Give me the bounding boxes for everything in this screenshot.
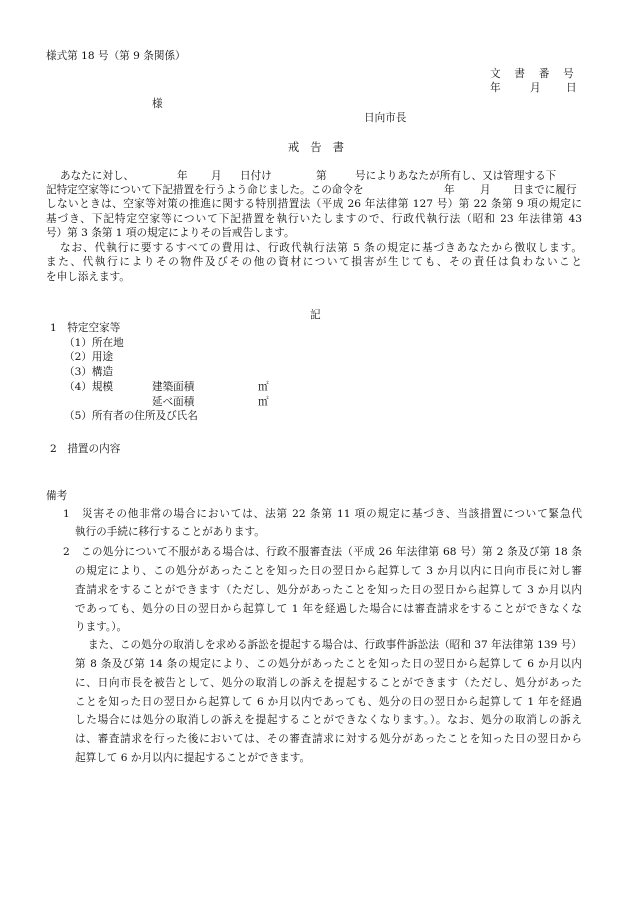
remark-3-line-3: に、日向市長を被告として、処分の取消しの訴えを提起することができます（ただし、処分があった: [75, 677, 582, 689]
ki-heading: 記: [310, 309, 321, 321]
p1-deadline-day: 日までに履行: [513, 184, 577, 196]
item-1-owner: （5）所有者の住所及び氏名: [64, 410, 198, 422]
remark-1-line-2: 執行の手続に移行することがあります。: [75, 526, 265, 538]
item-1-heading: 1 特定空家等: [50, 322, 121, 334]
remark-3-line-2: 第 8 条及び第 14 条の規定により、この処分があったことを知った日の翌日から起算して 6 か月以内: [75, 658, 582, 670]
item-1-use: （2）用途: [64, 351, 114, 363]
document-title: 戒 告 書: [288, 141, 344, 154]
remark-3-line-4: ことを知った日の翌日から起算して 6 か月以内であっても、処分の日の翌日から起算して 1 年を経過: [75, 696, 582, 708]
p1-line-5: 号）第 3 条第 1 項の規定によりその旨戒告します。: [46, 227, 295, 239]
floor-area-unit: ㎡: [258, 396, 269, 408]
remark-2-line-1: 2 この処分について不服がある場合は、行政不服審査法（平成 26 年法律第 68 号）第 2 条及び第 18 条: [63, 546, 582, 558]
building-area-unit: ㎡: [258, 381, 269, 393]
p1-line-3: しないときは、空家等対策の推進に関する特別措置法（平成 26 年法律第 127 号）第 22 条第 9 項の規定に: [46, 198, 582, 210]
remark-1-line-1: 1 災害その他非常の場合においては、法第 22 条第 11 項の規定に基づき、当該措置について緊急代: [63, 508, 582, 520]
p1-number-blank: 第: [316, 170, 327, 182]
remark-2-line-5: ります。）。: [75, 621, 128, 633]
issuer: 日向市長: [364, 112, 407, 124]
document-number-label: 文 書 番 号: [490, 68, 576, 80]
remark-3-line-6: は、審査請求を行った後においては、その審査請求に対する処分があったことを知った日の翌日から: [75, 733, 582, 745]
date-month: 月: [530, 82, 541, 94]
item-1-scale: （4）規模: [64, 381, 114, 393]
p1-line-1a: あなたに対し、: [60, 170, 135, 182]
date-year: 年: [490, 82, 501, 94]
p1-line-4: 基づき、下記特定空家等について下記措置を執行いたしますので、行政代執行法（昭和 23 年法律第 43: [46, 213, 582, 225]
remark-2-line-3: 査請求をすることができます（ただし、処分があったことを知った日の翌日から起算して 3 か月以内: [75, 584, 582, 596]
floor-area-label: 延べ面積: [152, 396, 195, 408]
item-2-heading: 2 措置の内容: [50, 443, 121, 455]
remarks-heading: 備考: [46, 490, 68, 502]
remark-3-line-5: した場合には処分の取消しの訴えを提起することができなくなります。）。なお、処分の取消しの訴え: [75, 714, 582, 726]
remark-3-line-7: 起算して 6 か月以内に提起することができます。: [75, 752, 311, 764]
building-area-label: 建築面積: [152, 381, 195, 393]
remark-2-line-4: であっても、処分の日の翌日から起算して 1 年を経過した場合には審査請求をすることができなくな: [75, 603, 582, 615]
item-1-structure: （3）構造: [64, 366, 114, 378]
remark-2-line-2: の規定により、この処分があったことを知った日の翌日から起算して 3 か月以内に日向市長に対し審: [75, 565, 582, 577]
p1-deadline-month: 月: [480, 184, 491, 196]
p2-line-3: を申し添えます。: [46, 271, 130, 283]
item-1-location: （1）所在地: [64, 337, 124, 349]
date-day: 日: [566, 82, 577, 94]
p1-line-1b: 号によりあなたが所有し、又は管理する下: [355, 170, 557, 182]
p1-day-blank: 日付け: [240, 170, 272, 182]
p1-deadline-year: 年: [444, 184, 455, 196]
form-label: 様式第 18 号（第 9 条関係）: [46, 50, 186, 62]
p2-line-2: また、代執行によりその物件及びその他の資材について損害が生じても、その責任は負わないこと: [46, 256, 582, 268]
p1-year-blank: 年: [177, 170, 188, 182]
p1-month-blank: 月: [211, 170, 222, 182]
p2-line-1: なお、代執行に要するすべての費用は、行政代執行法第 5 条の規定に基づきあなたから徴収します。: [60, 242, 582, 254]
remark-3-line-1: また、この処分の取消しを求める訴訟を提起する場合は、行政事件訴訟法（昭和 37 年法律第 139 号）: [88, 639, 582, 651]
recipient-honorific: 様: [152, 98, 163, 110]
p1-line-2a: 記特定空家等について下記措置を行うよう命じました。この命令を: [46, 184, 364, 196]
